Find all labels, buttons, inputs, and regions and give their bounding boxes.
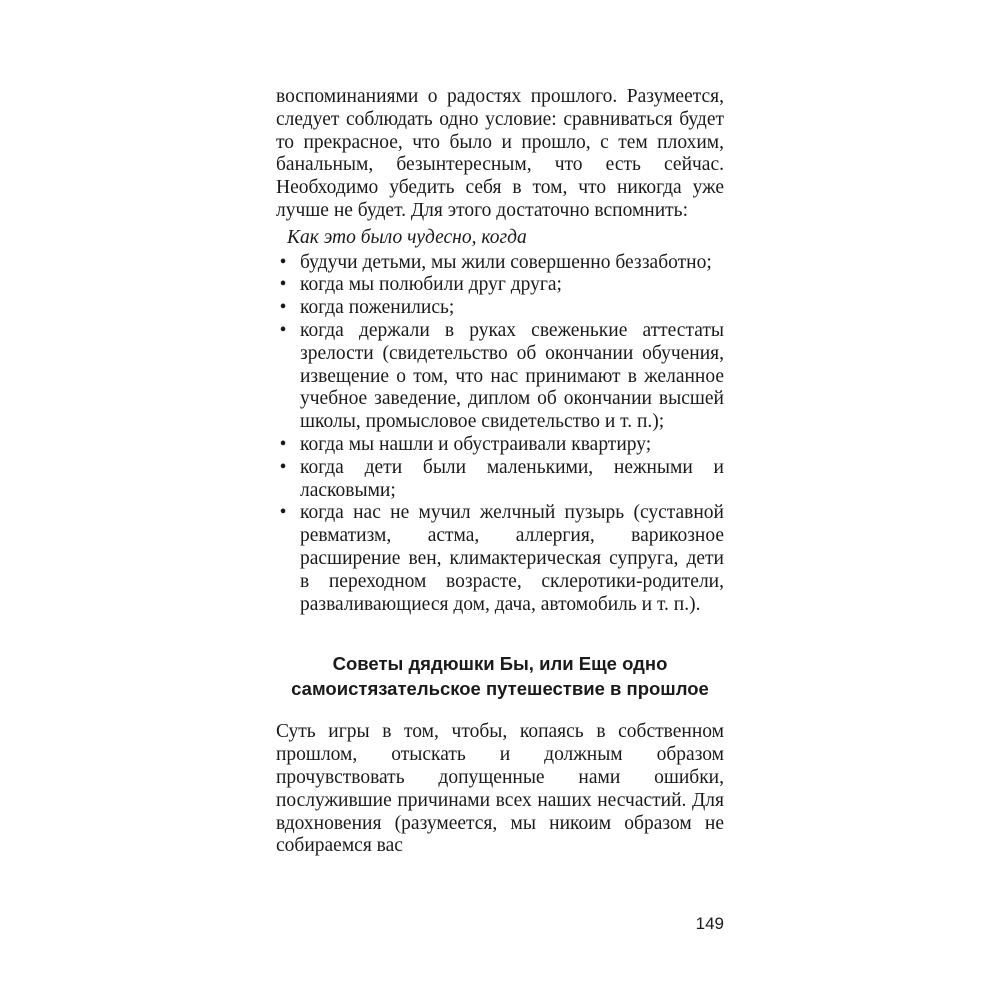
list-item-text: когда дети были маленькими, нежными и ласковыми; xyxy=(300,456,724,501)
list-item-text: когда поженились; xyxy=(300,297,455,319)
list-item xyxy=(276,457,724,503)
bullet-icon: • xyxy=(279,502,287,524)
bullet-icon: • xyxy=(279,456,287,478)
list-item xyxy=(276,502,724,616)
book-page xyxy=(276,86,724,858)
bullet-icon: • xyxy=(279,274,287,296)
bullet-icon: • xyxy=(279,319,287,341)
list-item xyxy=(276,274,724,297)
bullet-icon: • xyxy=(279,433,287,455)
list-item-text: когда мы полюбили друг друга; xyxy=(300,274,562,296)
section-heading xyxy=(276,651,724,701)
list-item xyxy=(276,320,724,434)
list-item xyxy=(276,252,724,275)
list-item xyxy=(276,434,724,457)
closing-paragraph: Суть игры в том, чтобы, копаясь в собственном прошлом, отыскать и должным образом прочувствовать допущенные нами ошибки, послужившие причинами всех наших несчастий. Для вдохновения (разумеется, мы никоим образом не собираемся вас xyxy=(276,721,724,857)
section-heading-line-1: Советы дядюшки Бы, или Еще одно xyxy=(332,653,668,675)
list-item-text: когда нас не мучил желчный пузырь (суставной ревматизм, астма, аллергия, варикозное расширение вен, климактерическая супруга, дети в переходном возрасте, склеротики-родители, разваливающиеся дом, дача, автомобиль и т. п.). xyxy=(300,502,724,615)
list-item-text: когда держали в руках свеженькие аттестаты зрелости (свидетельство об окончании обучения, извещение о том, что нас принимают в желанное учебное заведение, диплом об окончании высшей школы, промысловое свидетельство и т. п.); xyxy=(300,319,724,433)
list-item-text: когда мы нашли и обустраивали квартиру; xyxy=(300,433,652,455)
bullet-icon: • xyxy=(279,251,287,273)
list-item xyxy=(276,297,724,320)
list-lead-text: Как это было чудесно, когда xyxy=(287,226,527,248)
section-heading-line-2: самоистязательское путешествие в прошлое xyxy=(291,678,709,700)
page-number: 149 xyxy=(695,914,724,933)
memories-list xyxy=(276,252,724,617)
list-item-text: будучи детьми, мы жили совершенно беззаботно; xyxy=(300,251,712,273)
intro-paragraph: воспоминаниями о радостях прошлого. Разумеется, следует соблюдать одно условие: сравниваться будет то прекрасное, что было и прошло, с тем плохим, банальным, безынтересным, что есть сейчас. Необходимо убедить себя в том, что никогда уже лучше не будет. Для этого достаточно вспомнить: xyxy=(276,86,724,221)
bullet-icon: • xyxy=(279,297,287,319)
